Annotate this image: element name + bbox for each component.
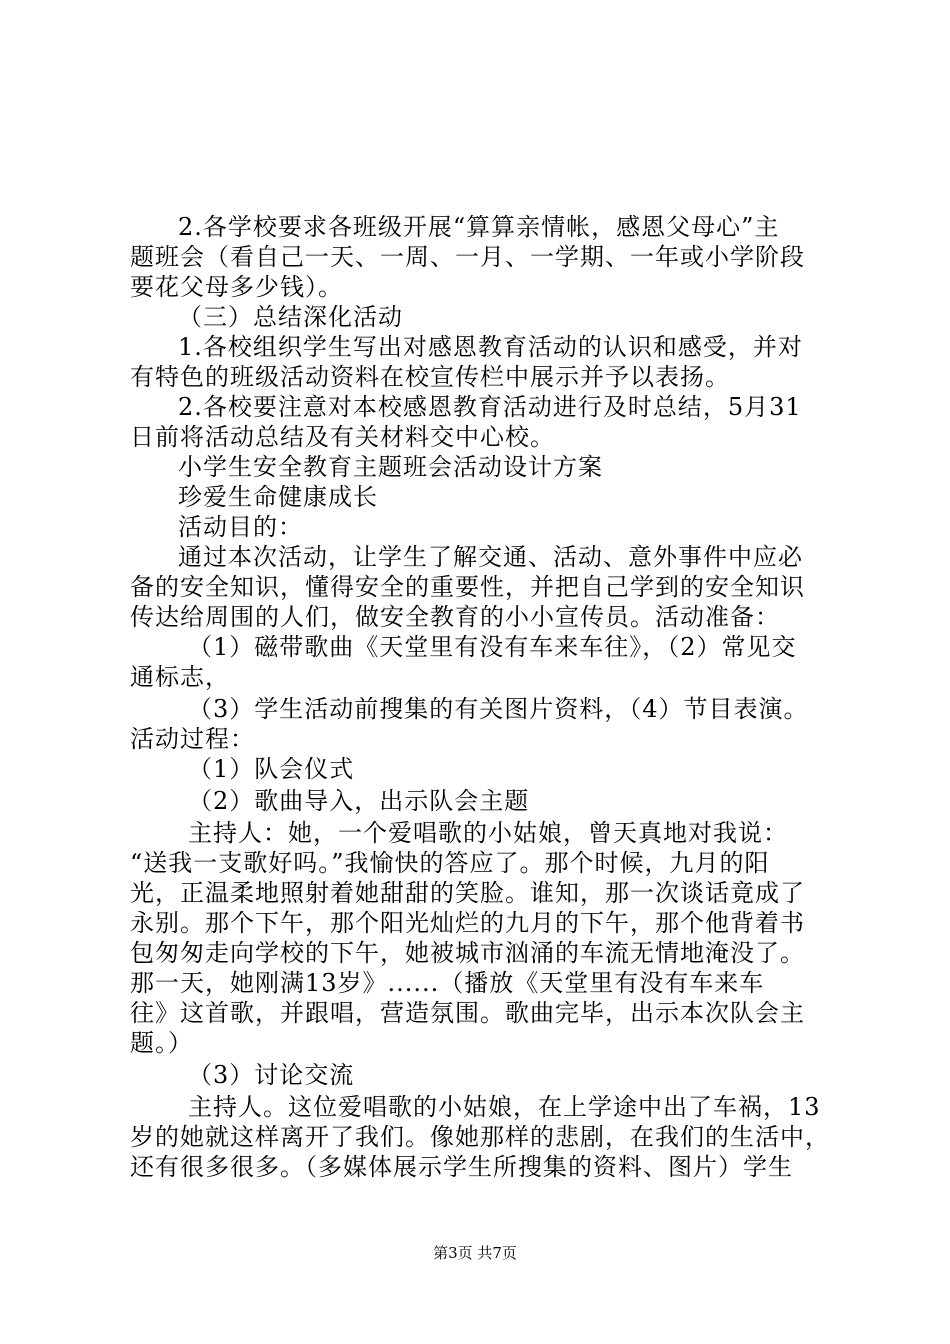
text-line: 通标志， xyxy=(130,663,230,691)
text-line: 主持人。这位爱唱歌的小姑娘，在上学途中出了车祸，13 xyxy=(188,1093,821,1121)
text-line: 有特色的班级活动资料在校宣传栏中展示并予以表扬。 xyxy=(130,363,730,391)
text-line: 岁的她就这样离开了我们。像她那样的悲剧，在我们的生活中， xyxy=(130,1123,830,1151)
text-line: 2.各校要注意对本校感恩教育活动进行及时总结，5月31 xyxy=(178,393,802,421)
document-subtitle: 珍爱生命健康成长 xyxy=(178,483,378,511)
text-line: 通过本次活动，让学生了解交通、活动、意外事件中应必 xyxy=(178,543,803,571)
text-line: 题。） xyxy=(130,1029,193,1057)
text-line: （1）磁带歌曲《天堂里有没有车来车往》，（2）常见交 xyxy=(188,633,797,661)
text-line: （1）队会仪式 xyxy=(188,755,355,783)
text-line: “送我一支歌好吗。”我愉快的答应了。那个时候，九月的阳 xyxy=(130,849,770,877)
text-line: 主持人：她，一个爱唱歌的小姑娘，曾天真地对我说： xyxy=(188,819,788,847)
text-line: 永别。那个下午，那个阳光灿烂的九月的下午，那个他背着书 xyxy=(130,909,805,937)
text-line: 要花父母多少钱）。 xyxy=(130,273,343,301)
section-heading: （三）总结深化活动 xyxy=(178,303,403,331)
text-line: 1.各校组织学生写出对感恩教育活动的认识和感受，并对 xyxy=(178,333,803,361)
page-footer: 第3页 共7页 xyxy=(433,1244,517,1262)
text-line: 光，正温柔地照射着她甜甜的笑脸。谁知，那一次谈话竟成了 xyxy=(130,879,805,907)
text-line: 传达给周围的人们，做安全教育的小小宣传员。活动准备： xyxy=(130,603,780,631)
text-line: 题班会（看自己一天、一周、一月、一学期、一年或小学阶段 xyxy=(130,243,805,271)
text-line: （3）学生活动前搜集的有关图片资料，（4）节目表演。 xyxy=(188,695,809,723)
text-line: 备的安全知识，懂得安全的重要性，并把自己学到的安全知识 xyxy=(130,573,805,601)
text-line: 2.各学校要求各班级开展“算算亲情帐，感恩父母心”主 xyxy=(178,213,780,241)
text-line: （3）讨论交流 xyxy=(188,1061,355,1089)
text-line: （2）歌曲导入，出示队会主题 xyxy=(188,787,530,815)
document-title: 小学生安全教育主题班会活动设计方案 xyxy=(178,453,603,481)
section-heading: 活动过程： xyxy=(130,725,255,753)
text-line: 还有很多很多。（多媒体展示学生所搜集的资料、图片）学生 xyxy=(130,1153,793,1181)
section-heading: 活动目的： xyxy=(178,513,303,541)
text-line: 包匆匆走向学校的下午，她被城市汹涌的车流无情地淹没了。 xyxy=(130,939,805,967)
text-line: 那一天，她刚满13岁》......（播放《天堂里有没有车来车 xyxy=(130,969,765,997)
text-line: 日前将活动总结及有关材料交中心校。 xyxy=(130,423,555,451)
text-line: 往》这首歌，并跟唱，营造氛围。歌曲完毕，出示本次队会主 xyxy=(130,999,805,1027)
